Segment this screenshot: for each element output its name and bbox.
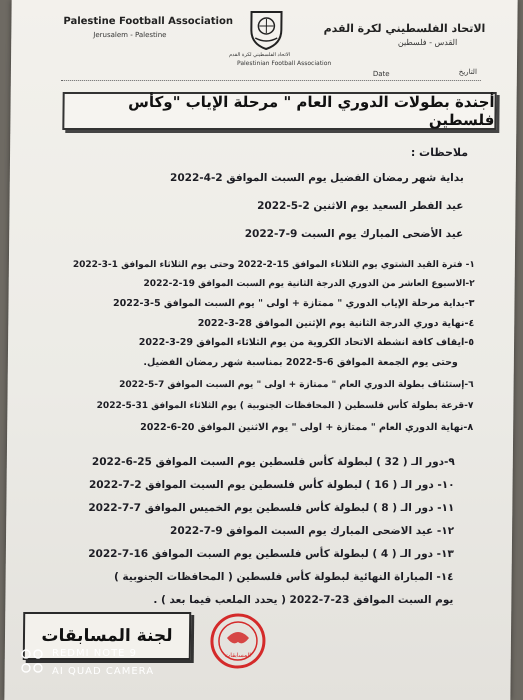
date-label-en: Date bbox=[372, 70, 390, 78]
camera-watermark-dots-icon bbox=[20, 648, 46, 678]
signature-text: لجنة المسابقات bbox=[41, 626, 173, 646]
agenda-item: ٨-نهاية الدوري العام " ممتازة + اولى " يوم الاثنين الموافق 20-6-2022 bbox=[140, 422, 474, 433]
note-item: عيد الأضحى المبارك يوم السبت 9-7-2022 bbox=[244, 228, 464, 240]
agenda-item: ٧-قرعة بطولة كأس فلسطين ( المحافظات الجنوبية ) يوم الثلاثاء الموافق 31-5-2022 bbox=[96, 401, 474, 411]
document-title: أجندة بطولات الدوري العام " مرحلة الإياب "وكأس فلسطين bbox=[128, 93, 495, 129]
agenda-item: ١٣- دور الـ ( 4 ) لبطولة كأس فلسطين يوم السبت الموافق 16-7-2022 bbox=[88, 548, 454, 560]
document-page bbox=[4, 0, 517, 700]
date-divider bbox=[61, 80, 481, 81]
red-stamp-seal-icon bbox=[209, 612, 268, 670]
header-ar-subtitle: القدس - فلسطين bbox=[397, 38, 458, 47]
logo-caption-en: Palestinian Football Association bbox=[236, 60, 332, 67]
agenda-item-continued: وحتى يوم الجمعة الموافق 6-5-2022 بمناسبة شهر رمضان الفضيل. bbox=[143, 357, 458, 368]
agenda-item: ٥-ايقاف كافة انشطة الاتحاد الكروية من يوم الثلاثاء الموافق 29-3-2022 bbox=[138, 337, 475, 348]
notes-label: ملاحظات : bbox=[410, 146, 469, 159]
logo-caption-ar: الاتحاد الفلسطيني لكرة القدم bbox=[229, 52, 291, 58]
agenda-item: ٢-الاسبوع العاشر من الدوري الدرجة الثانية يوم السبت الموافق 19-2-2022 bbox=[143, 279, 475, 289]
title-box bbox=[62, 92, 496, 130]
agenda-item: ١٤- المباراة النهائية لبطولة كأس فلسطين ( المحافظات الجنوبية ) bbox=[113, 571, 454, 583]
agenda-item: ٣-بداية مرحلة الإياب الدوري " ممتازة + اولى " يوم السبت الموافق 5-3-2022 bbox=[112, 298, 475, 309]
camera-watermark-model: REDMI NOTE 9 bbox=[52, 648, 138, 659]
agenda-item: ١- فترة القيد الشتوي يوم الثلاثاء الموافق 15-2-2022 وحتى يوم الثلاثاء الموافق 1-3-2022 bbox=[72, 260, 475, 270]
agenda-item-continued: يوم السبت الموافق 23-7-2022 ( يحدد الملعب فيما بعد ) . bbox=[153, 594, 454, 606]
header-en-subtitle: Jerusalem - Palestine bbox=[93, 31, 167, 39]
note-item: عيد الفطر السعيد يوم الاثنين 2-5-2022 bbox=[257, 200, 464, 212]
agenda-item: ١١- دور الـ ( 8 ) لبطولة كأس فلسطين يوم الخميس الموافق 7-7-2022 bbox=[88, 502, 455, 514]
agenda-item: ١٠- دور الـ ( 16 ) لبطولة كأس فلسطين يوم السبت الموافق 2-7-2022 bbox=[88, 479, 455, 491]
agenda-item: ٦-إستئناف بطولة الدوري العام " ممتازة + اولى " يوم السبت الموافق 7-5-2022 bbox=[119, 380, 474, 390]
camera-watermark-subtitle: AI QUAD CAMERA bbox=[52, 666, 155, 677]
header-en-title: Palestine Football Association bbox=[63, 16, 234, 27]
header-ar-title: الاتحاد الفلسطيني لكرة القدم bbox=[323, 22, 486, 35]
agenda-item: ١٢- عيد الاضحى المبارك يوم السبت الموافق 9-7-2022 bbox=[169, 525, 455, 537]
date-label-ar: التاريخ bbox=[458, 68, 477, 76]
association-logo-icon bbox=[247, 8, 285, 50]
svg-text:المسابقات: المسابقات bbox=[224, 652, 252, 659]
agenda-item: ٤-نهاية دوري الدرجة الثانية يوم الإثنين الموافق 28-3-2022 bbox=[197, 318, 475, 329]
note-item: بداية شهر رمضان الفضيل يوم السبت الموافق 2-4-2022 bbox=[170, 172, 464, 184]
agenda-item: ٩-دور الـ ( 32 ) لبطولة كأس فلسطين يوم السبت الموافق 25-6-2022 bbox=[91, 456, 455, 468]
